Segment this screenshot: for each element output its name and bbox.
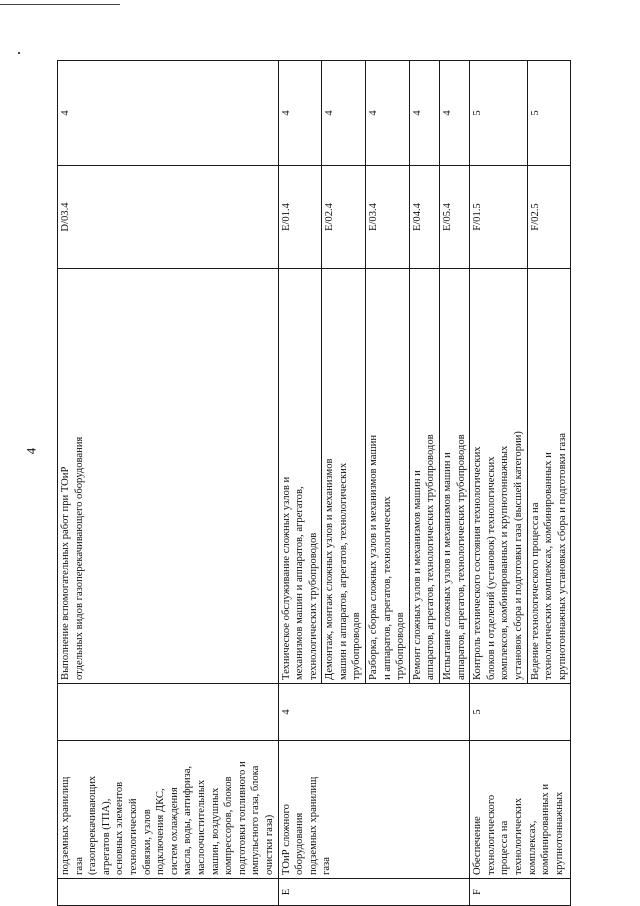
function-name-cell-line: технологического: [485, 794, 497, 875]
task-name-cell-line: Испытание сложных узлов и механизмов машин и: [442, 452, 454, 680]
function-name-cell-line: подготовки топливного и: [236, 761, 248, 875]
task-sublevel-cell: 4: [58, 61, 279, 166]
table-body: [58, 61, 571, 906]
function-name-cell-line: очистки газа): [263, 814, 275, 875]
qualification-level-cell: 5: [470, 684, 571, 741]
task-code-cell: F/02.5: [527, 166, 571, 269]
function-name-cell-line: технологической: [127, 798, 139, 875]
task-code-cell: E/02.4: [322, 166, 366, 269]
task-name-cell-line: технологических комплексах, комбинированных и: [543, 452, 555, 680]
task-name-cell-line: установок сбора и подготовки газа (высшей категории): [513, 431, 524, 680]
labor-functions-table: [57, 60, 571, 906]
task-name-cell: [527, 269, 571, 684]
function-name-cell-line: ТОиР сложного: [280, 804, 292, 875]
task-name-cell-line: блоков и отделений (установок) технологических: [485, 456, 497, 680]
task-code-cell: E/01.4: [278, 166, 322, 269]
function-name-cell-line: (газоперекачивающих: [87, 775, 99, 875]
task-name-cell: [366, 269, 410, 684]
function-name-cell: [470, 741, 571, 879]
task-code-cell: E/04.4: [409, 166, 439, 269]
function-name-cell-line: комплексах,: [526, 820, 538, 875]
task-name-cell-line: Контроль технического состояния технологических: [472, 446, 484, 680]
function-name-cell-line: машин, воздушных: [209, 787, 221, 875]
task-name-cell-line: аппаратов, агрегатов, технологических трубопроводов: [425, 434, 437, 680]
function-name-cell-line: маслоочистительных: [195, 779, 207, 875]
function-name-cell-line: импульсного газа, блока: [250, 765, 262, 875]
task-name-cell: [278, 269, 322, 684]
function-name-cell-line: газа: [73, 857, 85, 875]
task-name-cell: [470, 269, 527, 684]
function-code-cell: [58, 879, 279, 906]
function-name-cell-line: подключения ДКС,: [155, 788, 167, 875]
scan-mark-dot: [18, 52, 20, 54]
task-name-cell-line: Техническое обслуживание сложных узлов и: [280, 476, 292, 680]
task-name-cell: [409, 269, 439, 684]
rotated-table-page: [57, 61, 612, 906]
task-name-cell: [322, 269, 366, 684]
function-name-cell-line: газа: [321, 857, 333, 875]
task-name-cell-line: Выполнение вспомогательных работ при ТОиР: [60, 466, 71, 680]
function-name-cell: [58, 741, 279, 879]
task-sublevel-cell: 5: [527, 61, 571, 166]
function-name-cell: [278, 741, 470, 879]
table-row: [470, 61, 527, 906]
task-name-cell-line: трубопроводов: [351, 612, 363, 680]
function-name-cell-line: обвязки, узлов: [141, 809, 153, 875]
page-number: 4: [23, 447, 39, 455]
task-name-cell-line: трубопроводов: [395, 612, 407, 680]
task-name-cell-line: Демонтаж, монтаж сложных узлов и механизмов: [324, 458, 336, 680]
task-sublevel-cell: 4: [440, 61, 470, 166]
function-name-cell-line: крупнотоннажных: [553, 791, 565, 875]
function-name-cell-line: масла, воды, антифриза,: [182, 765, 194, 875]
function-name-cell-line: оборудования: [294, 812, 306, 875]
task-name-cell: [440, 269, 470, 684]
task-name-cell-line: Разборка, сборка сложных узлов и механизмов машин: [368, 435, 380, 680]
function-name-cell-line: технологических: [513, 797, 524, 875]
task-sublevel-cell: 4: [322, 61, 366, 166]
table-row: [278, 61, 322, 906]
task-sublevel-cell: 4: [409, 61, 439, 166]
task-name-cell-line: Ремонт сложных узлов и механизмов машин и: [411, 470, 423, 680]
task-name-cell-line: крупнотоннажных установках сбора и подготовки газа: [556, 433, 568, 680]
function-name-cell-line: комбинированных и: [540, 783, 552, 875]
scan-mark-top: [0, 4, 120, 5]
task-sublevel-cell: 4: [366, 61, 410, 166]
task-sublevel-cell: 5: [470, 61, 527, 166]
task-name-cell: [58, 269, 279, 684]
task-name-cell-line: отдельных видов газоперекачивающего оборудования: [73, 436, 85, 680]
task-code-cell: D/03.4: [58, 166, 279, 269]
table-row: [58, 61, 279, 906]
task-sublevel-cell: 4: [278, 61, 322, 166]
task-code-cell: F/01.5: [470, 166, 527, 269]
function-name-cell-line: агрегатов (ГПА),: [100, 798, 112, 875]
task-name-cell-line: комплексов, комбинированных и крупнотоннажных: [499, 445, 511, 680]
task-name-cell-line: и аппаратов, агрегатов, технологических: [381, 496, 393, 680]
function-name-cell-line: подземных хранилищ: [307, 776, 319, 875]
function-name-cell-line: процесса на: [499, 820, 511, 875]
qualification-level-cell: [58, 684, 279, 741]
function-code-cell: E: [278, 879, 470, 906]
task-name-cell-line: технологических трубопроводов: [307, 532, 319, 680]
function-name-cell-line: подземных хранилищ: [60, 776, 71, 875]
task-name-cell-line: Ведение технологического процесса на: [529, 502, 541, 680]
qualification-level-cell: 4: [278, 684, 470, 741]
task-code-cell: E/05.4: [440, 166, 470, 269]
task-code-cell: E/03.4: [366, 166, 410, 269]
task-name-cell-line: машин и аппаратов, агрегатов, технологических: [337, 462, 349, 680]
function-name-cell-line: систем охлаждения: [168, 787, 180, 875]
task-name-cell-line: аппаратов, агрегатов, технологических трубопроводов: [455, 434, 467, 680]
function-name-cell-line: основных элементов: [114, 781, 126, 875]
task-name-cell-line: механизмов машин и аппаратов, агрегатов,: [294, 486, 306, 680]
function-code-cell: F: [470, 879, 571, 906]
function-name-cell-line: Обеспечение: [472, 816, 484, 875]
function-name-cell-line: компрессоров, блоков: [223, 776, 235, 875]
